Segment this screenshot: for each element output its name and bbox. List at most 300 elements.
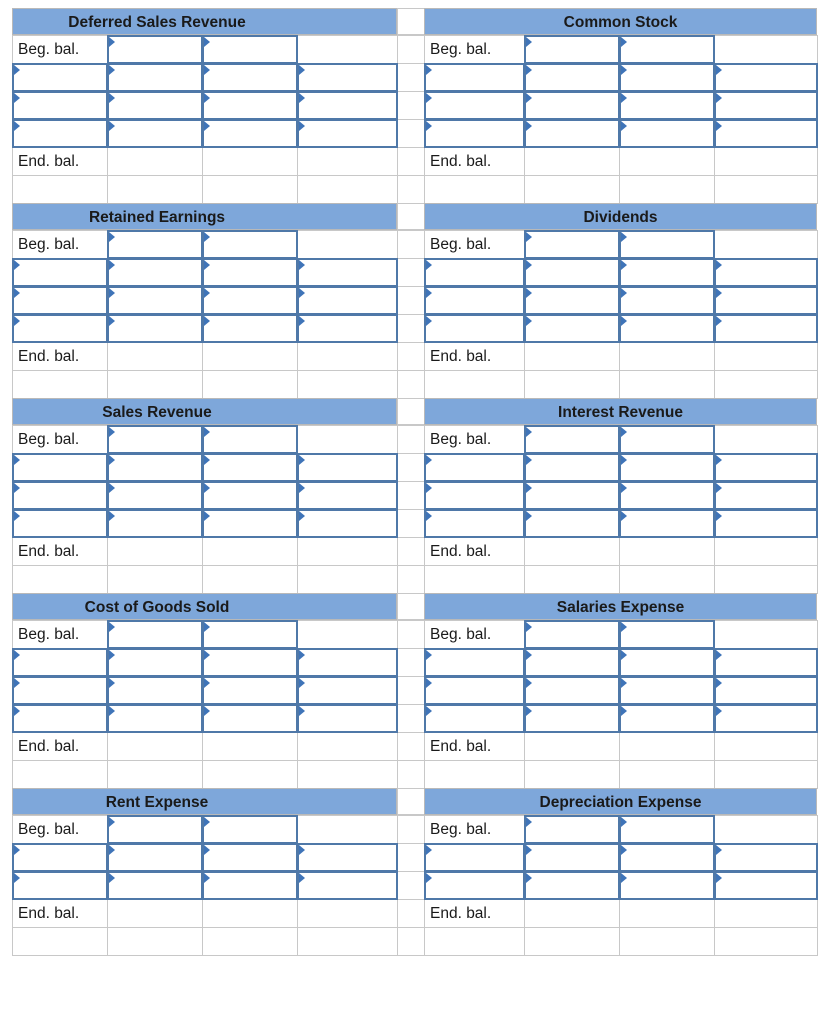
credit-amount-input[interactable] xyxy=(297,704,398,733)
blank-cell xyxy=(107,927,203,956)
column-gap xyxy=(397,119,425,148)
t-account-row xyxy=(12,509,822,537)
t-account-row xyxy=(12,871,822,899)
column-gap xyxy=(397,370,425,399)
entry-label-input[interactable] xyxy=(12,509,108,538)
debit-amount-input[interactable] xyxy=(524,620,620,649)
credit-label-input[interactable] xyxy=(619,620,715,649)
debit-amount-input[interactable] xyxy=(524,704,620,733)
blank-cell xyxy=(619,760,715,789)
t-account-row xyxy=(12,175,822,203)
column-gap xyxy=(397,91,425,120)
t-account-header-row xyxy=(12,398,822,425)
credit-label-input[interactable] xyxy=(619,843,715,872)
blank-cell xyxy=(424,370,525,399)
credit-amount-cell xyxy=(714,815,818,844)
debit-total-cell xyxy=(107,899,203,928)
end-bal-label: End. bal. xyxy=(12,342,108,371)
t-account-row xyxy=(12,119,822,147)
end-bal-label: End. bal. xyxy=(424,342,525,371)
blank-cell xyxy=(424,175,525,204)
credit-amount-cell xyxy=(297,230,398,259)
blank-cell xyxy=(714,565,818,594)
credit-total-cell xyxy=(202,342,298,371)
debit-amount-input[interactable] xyxy=(107,481,203,510)
blank-cell xyxy=(297,899,398,928)
debit-amount-input[interactable] xyxy=(107,620,203,649)
blank-cell xyxy=(714,342,818,371)
credit-amount-input[interactable] xyxy=(297,314,398,343)
t-account-title: Interest Revenue xyxy=(424,398,817,425)
credit-label-input[interactable] xyxy=(619,648,715,677)
credit-total-cell xyxy=(202,537,298,566)
credit-amount-input[interactable] xyxy=(297,843,398,872)
t-account-row xyxy=(12,370,822,398)
blank-cell xyxy=(297,927,398,956)
debit-amount-input[interactable] xyxy=(107,509,203,538)
entry-label-input[interactable] xyxy=(12,91,108,120)
debit-amount-input[interactable] xyxy=(107,258,203,287)
blank-cell xyxy=(12,565,108,594)
debit-amount-input[interactable] xyxy=(107,63,203,92)
blank-cell xyxy=(714,537,818,566)
credit-label-input[interactable] xyxy=(619,230,715,259)
credit-label-input[interactable] xyxy=(619,314,715,343)
t-account-title: Salaries Expense xyxy=(424,593,817,620)
debit-amount-input[interactable] xyxy=(107,815,203,844)
blank-cell xyxy=(107,370,203,399)
column-gap xyxy=(397,815,425,844)
blank-cell xyxy=(524,760,620,789)
beg-bal-label: Beg. bal. xyxy=(424,230,525,259)
entry-label-input[interactable] xyxy=(12,258,108,287)
credit-label-input[interactable] xyxy=(202,119,298,148)
beg-bal-label: Beg. bal. xyxy=(12,230,108,259)
debit-total-cell xyxy=(107,732,203,761)
entry-label-input[interactable] xyxy=(12,286,108,315)
blank-cell xyxy=(714,927,818,956)
blank-cell xyxy=(714,370,818,399)
credit-amount-input[interactable] xyxy=(297,258,398,287)
blank-cell xyxy=(424,760,525,789)
blank-cell xyxy=(524,370,620,399)
column-gap xyxy=(397,175,425,204)
credit-label-input[interactable] xyxy=(202,815,298,844)
blank-cell xyxy=(424,927,525,956)
column-gap xyxy=(397,63,425,92)
column-gap xyxy=(397,425,425,454)
end-bal-label: End. bal. xyxy=(424,899,525,928)
credit-label-input[interactable] xyxy=(619,509,715,538)
blank-cell xyxy=(107,565,203,594)
blank-cell xyxy=(424,565,525,594)
debit-amount-input[interactable] xyxy=(524,35,620,64)
column-gap xyxy=(397,620,425,649)
column-gap xyxy=(397,314,425,343)
credit-amount-input[interactable] xyxy=(714,509,818,538)
t-account-title: Deferred Sales Revenue xyxy=(12,8,397,35)
credit-amount-cell xyxy=(297,620,398,649)
credit-total-cell xyxy=(202,732,298,761)
blank-cell xyxy=(202,175,298,204)
debit-amount-input[interactable] xyxy=(107,35,203,64)
credit-amount-cell xyxy=(714,35,818,64)
blank-cell xyxy=(714,760,818,789)
t-account-row xyxy=(12,843,822,871)
t-account-header-row xyxy=(12,593,822,620)
entry-label-input[interactable] xyxy=(424,704,525,733)
entry-label-input[interactable] xyxy=(12,704,108,733)
t-account-row xyxy=(12,481,822,509)
t-account-row xyxy=(12,425,822,453)
credit-amount-cell xyxy=(297,35,398,64)
entry-label-input[interactable] xyxy=(424,676,525,705)
column-gap xyxy=(397,258,425,287)
blank-cell xyxy=(12,370,108,399)
debit-amount-input[interactable] xyxy=(524,676,620,705)
debit-amount-input[interactable] xyxy=(107,648,203,677)
t-account-row xyxy=(12,91,822,119)
debit-amount-input[interactable] xyxy=(524,286,620,315)
credit-total-cell xyxy=(202,147,298,176)
entry-label-input[interactable] xyxy=(12,676,108,705)
t-account-row xyxy=(12,314,822,342)
credit-amount-input[interactable] xyxy=(297,676,398,705)
blank-cell xyxy=(619,175,715,204)
blank-cell xyxy=(714,175,818,204)
debit-amount-input[interactable] xyxy=(107,230,203,259)
credit-amount-input[interactable] xyxy=(714,481,818,510)
entry-label-input[interactable] xyxy=(424,843,525,872)
credit-label-input[interactable] xyxy=(202,425,298,454)
credit-amount-cell xyxy=(714,425,818,454)
debit-amount-input[interactable] xyxy=(524,119,620,148)
t-account-pair xyxy=(12,8,822,203)
credit-label-input[interactable] xyxy=(202,230,298,259)
credit-amount-input[interactable] xyxy=(297,119,398,148)
debit-amount-input[interactable] xyxy=(524,509,620,538)
entry-label-input[interactable] xyxy=(12,63,108,92)
credit-label-input[interactable] xyxy=(619,258,715,287)
debit-amount-input[interactable] xyxy=(107,314,203,343)
column-gap xyxy=(397,565,425,594)
credit-label-input[interactable] xyxy=(619,91,715,120)
credit-amount-cell xyxy=(297,815,398,844)
t-account-row xyxy=(12,230,822,258)
t-account-row xyxy=(12,648,822,676)
debit-amount-input[interactable] xyxy=(107,843,203,872)
entry-label-input[interactable] xyxy=(12,119,108,148)
column-gap xyxy=(397,342,425,371)
debit-total-cell xyxy=(524,732,620,761)
credit-label-input[interactable] xyxy=(202,35,298,64)
credit-amount-input[interactable] xyxy=(714,286,818,315)
credit-amount-input[interactable] xyxy=(714,648,818,677)
credit-label-input[interactable] xyxy=(202,481,298,510)
end-bal-label: End. bal. xyxy=(12,147,108,176)
blank-cell xyxy=(619,927,715,956)
blank-cell xyxy=(297,175,398,204)
credit-amount-input[interactable] xyxy=(714,314,818,343)
t-account-row xyxy=(12,815,822,843)
blank-cell xyxy=(524,927,620,956)
credit-label-input[interactable] xyxy=(619,676,715,705)
column-gap xyxy=(397,398,425,425)
blank-cell xyxy=(619,370,715,399)
column-gap xyxy=(397,871,425,900)
credit-amount-input[interactable] xyxy=(297,91,398,120)
credit-label-input[interactable] xyxy=(619,119,715,148)
column-gap xyxy=(397,648,425,677)
debit-amount-input[interactable] xyxy=(524,648,620,677)
column-gap xyxy=(397,843,425,872)
debit-amount-input[interactable] xyxy=(107,425,203,454)
debit-amount-input[interactable] xyxy=(107,119,203,148)
column-gap xyxy=(397,481,425,510)
entry-label-input[interactable] xyxy=(424,481,525,510)
entry-label-input[interactable] xyxy=(12,843,108,872)
t-account-title: Retained Earnings xyxy=(12,203,397,230)
credit-label-input[interactable] xyxy=(202,843,298,872)
column-gap xyxy=(397,453,425,482)
t-account-header-row xyxy=(12,203,822,230)
t-account-title: Cost of Goods Sold xyxy=(12,593,397,620)
column-gap xyxy=(397,35,425,64)
credit-label-input[interactable] xyxy=(202,258,298,287)
blank-cell xyxy=(107,760,203,789)
credit-amount-input[interactable] xyxy=(714,676,818,705)
blank-cell xyxy=(297,537,398,566)
t-account-pair xyxy=(12,593,822,788)
credit-amount-input[interactable] xyxy=(297,63,398,92)
credit-total-cell xyxy=(619,537,715,566)
debit-amount-input[interactable] xyxy=(524,481,620,510)
credit-label-input[interactable] xyxy=(619,286,715,315)
t-account-row xyxy=(12,760,822,788)
credit-amount-input[interactable] xyxy=(714,843,818,872)
blank-cell xyxy=(297,147,398,176)
beg-bal-label: Beg. bal. xyxy=(424,35,525,64)
entry-label-input[interactable] xyxy=(424,286,525,315)
column-gap xyxy=(397,203,425,230)
credit-amount-input[interactable] xyxy=(297,871,398,900)
t-account-pair xyxy=(12,788,822,955)
credit-label-input[interactable] xyxy=(202,676,298,705)
credit-amount-input[interactable] xyxy=(297,453,398,482)
t-account-ledger xyxy=(12,8,822,955)
credit-label-input[interactable] xyxy=(619,453,715,482)
blank-cell xyxy=(714,899,818,928)
column-gap xyxy=(397,788,425,815)
credit-amount-input[interactable] xyxy=(297,286,398,315)
entry-label-input[interactable] xyxy=(12,871,108,900)
t-account-row xyxy=(12,342,822,370)
credit-label-input[interactable] xyxy=(619,871,715,900)
column-gap xyxy=(397,732,425,761)
debit-amount-input[interactable] xyxy=(107,91,203,120)
column-gap xyxy=(397,899,425,928)
debit-total-cell xyxy=(107,342,203,371)
t-account-row xyxy=(12,676,822,704)
t-account-row xyxy=(12,35,822,63)
end-bal-label: End. bal. xyxy=(12,732,108,761)
blank-cell xyxy=(524,565,620,594)
beg-bal-label: Beg. bal. xyxy=(12,35,108,64)
credit-label-input[interactable] xyxy=(202,871,298,900)
credit-amount-input[interactable] xyxy=(297,481,398,510)
debit-amount-input[interactable] xyxy=(524,314,620,343)
credit-amount-input[interactable] xyxy=(714,119,818,148)
entry-label-input[interactable] xyxy=(12,453,108,482)
credit-amount-input[interactable] xyxy=(297,509,398,538)
credit-total-cell xyxy=(619,342,715,371)
credit-label-input[interactable] xyxy=(202,286,298,315)
entry-label-input[interactable] xyxy=(12,314,108,343)
credit-label-input[interactable] xyxy=(202,620,298,649)
debit-amount-input[interactable] xyxy=(524,815,620,844)
t-account-pair xyxy=(12,398,822,593)
debit-total-cell xyxy=(524,899,620,928)
debit-amount-input[interactable] xyxy=(524,425,620,454)
credit-amount-input[interactable] xyxy=(714,91,818,120)
blank-cell xyxy=(12,760,108,789)
entry-label-input[interactable] xyxy=(424,509,525,538)
credit-amount-cell xyxy=(297,425,398,454)
entry-label-input[interactable] xyxy=(424,453,525,482)
t-account-pair xyxy=(12,203,822,398)
credit-amount-input[interactable] xyxy=(714,258,818,287)
debit-amount-input[interactable] xyxy=(524,453,620,482)
t-account-row xyxy=(12,927,822,955)
entry-label-input[interactable] xyxy=(424,258,525,287)
debit-amount-input[interactable] xyxy=(107,704,203,733)
column-gap xyxy=(397,704,425,733)
debit-total-cell xyxy=(107,147,203,176)
entry-label-input[interactable] xyxy=(424,648,525,677)
entry-label-input[interactable] xyxy=(424,91,525,120)
entry-label-input[interactable] xyxy=(12,648,108,677)
column-gap xyxy=(397,676,425,705)
debit-amount-input[interactable] xyxy=(524,230,620,259)
credit-label-input[interactable] xyxy=(619,425,715,454)
end-bal-label: End. bal. xyxy=(424,537,525,566)
debit-amount-input[interactable] xyxy=(107,676,203,705)
credit-total-cell xyxy=(202,899,298,928)
debit-total-cell xyxy=(524,342,620,371)
credit-amount-input[interactable] xyxy=(714,63,818,92)
blank-cell xyxy=(524,175,620,204)
blank-cell xyxy=(714,147,818,176)
t-account-title: Dividends xyxy=(424,203,817,230)
debit-amount-input[interactable] xyxy=(524,871,620,900)
column-gap xyxy=(397,760,425,789)
t-account-row xyxy=(12,537,822,565)
entry-label-input[interactable] xyxy=(424,119,525,148)
credit-amount-cell xyxy=(714,230,818,259)
credit-label-input[interactable] xyxy=(619,704,715,733)
debit-amount-input[interactable] xyxy=(524,258,620,287)
credit-label-input[interactable] xyxy=(619,63,715,92)
debit-total-cell xyxy=(107,537,203,566)
blank-cell xyxy=(297,370,398,399)
debit-amount-input[interactable] xyxy=(524,63,620,92)
end-bal-label: End. bal. xyxy=(12,899,108,928)
beg-bal-label: Beg. bal. xyxy=(12,620,108,649)
blank-cell xyxy=(297,732,398,761)
credit-label-input[interactable] xyxy=(619,481,715,510)
blank-cell xyxy=(297,760,398,789)
credit-total-cell xyxy=(619,899,715,928)
t-account-row xyxy=(12,732,822,760)
column-gap xyxy=(397,927,425,956)
t-account-row xyxy=(12,147,822,175)
blank-cell xyxy=(619,565,715,594)
credit-label-input[interactable] xyxy=(202,91,298,120)
credit-amount-input[interactable] xyxy=(714,704,818,733)
debit-amount-input[interactable] xyxy=(524,843,620,872)
credit-label-input[interactable] xyxy=(202,704,298,733)
blank-cell xyxy=(107,175,203,204)
debit-amount-input[interactable] xyxy=(107,453,203,482)
blank-cell xyxy=(202,927,298,956)
credit-total-cell xyxy=(619,147,715,176)
credit-total-cell xyxy=(619,732,715,761)
t-account-title: Depreciation Expense xyxy=(424,788,817,815)
credit-label-input[interactable] xyxy=(202,509,298,538)
t-account-row xyxy=(12,63,822,91)
credit-label-input[interactable] xyxy=(202,648,298,677)
t-account-row xyxy=(12,453,822,481)
blank-cell xyxy=(297,565,398,594)
credit-amount-input[interactable] xyxy=(297,648,398,677)
column-gap xyxy=(397,230,425,259)
t-account-header-row xyxy=(12,8,822,35)
blank-cell xyxy=(202,370,298,399)
beg-bal-label: Beg. bal. xyxy=(12,815,108,844)
entry-label-input[interactable] xyxy=(424,63,525,92)
credit-label-input[interactable] xyxy=(202,63,298,92)
column-gap xyxy=(397,147,425,176)
debit-amount-input[interactable] xyxy=(107,871,203,900)
blank-cell xyxy=(12,927,108,956)
column-gap xyxy=(397,537,425,566)
credit-label-input[interactable] xyxy=(202,453,298,482)
t-account-title: Common Stock xyxy=(424,8,817,35)
beg-bal-label: Beg. bal. xyxy=(424,620,525,649)
debit-total-cell xyxy=(524,537,620,566)
column-gap xyxy=(397,509,425,538)
t-account-header-row xyxy=(12,788,822,815)
credit-amount-input[interactable] xyxy=(714,871,818,900)
credit-amount-input[interactable] xyxy=(714,453,818,482)
entry-label-input[interactable] xyxy=(424,871,525,900)
column-gap xyxy=(397,286,425,315)
debit-amount-input[interactable] xyxy=(524,91,620,120)
credit-label-input[interactable] xyxy=(619,815,715,844)
end-bal-label: End. bal. xyxy=(424,147,525,176)
t-account-row xyxy=(12,620,822,648)
entry-label-input[interactable] xyxy=(12,481,108,510)
blank-cell xyxy=(202,760,298,789)
blank-cell xyxy=(714,732,818,761)
debit-amount-input[interactable] xyxy=(107,286,203,315)
t-account-row xyxy=(12,258,822,286)
credit-label-input[interactable] xyxy=(619,35,715,64)
column-gap xyxy=(397,8,425,35)
credit-label-input[interactable] xyxy=(202,314,298,343)
credit-amount-cell xyxy=(714,620,818,649)
entry-label-input[interactable] xyxy=(424,314,525,343)
